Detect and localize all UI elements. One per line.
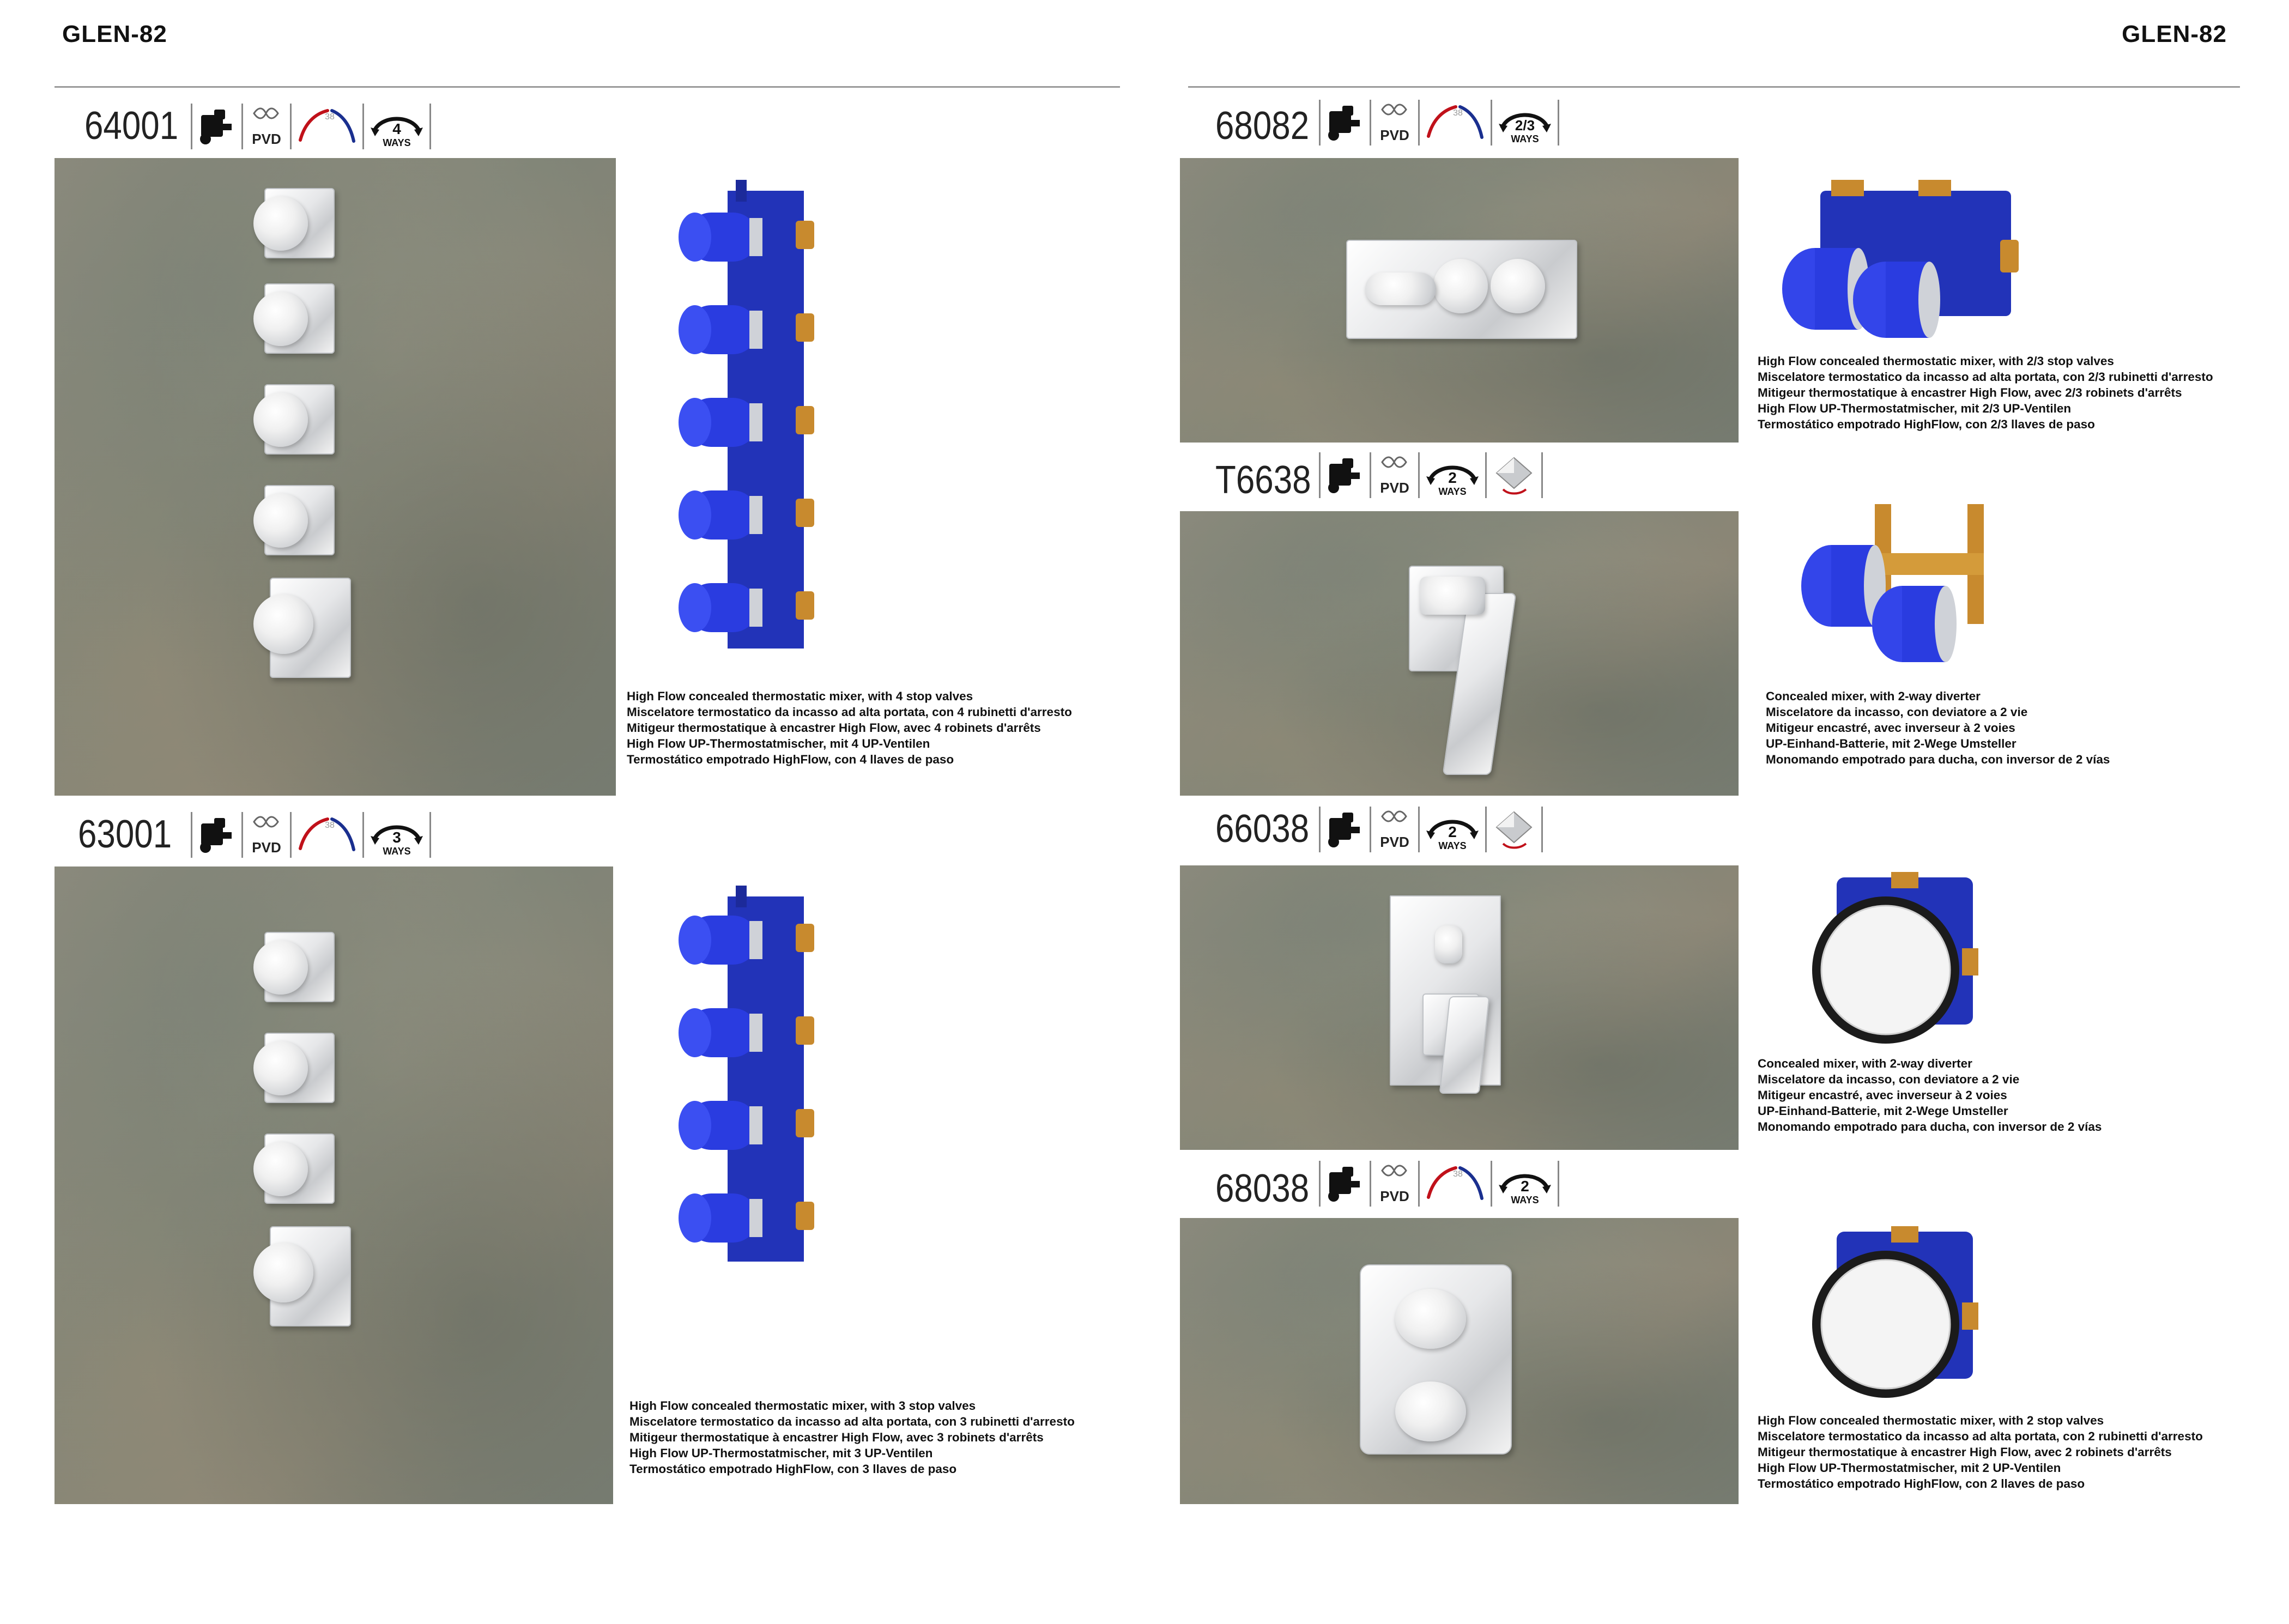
product-icon-bar (1319, 1161, 1559, 1207)
product-code: 66038 (1215, 807, 1310, 851)
product-photo-installed (1180, 511, 1739, 796)
concealed-mixer-icon (191, 812, 243, 858)
svg-text:WAYS: WAYS (1511, 134, 1539, 143)
svg-text:WAYS: WAYS (1438, 840, 1467, 850)
pvd-finish-icon (1371, 452, 1420, 498)
ways-icon (1492, 1161, 1559, 1207)
svg-text:38: 38 (325, 821, 335, 830)
ways-icon (364, 104, 431, 149)
concealed-body-image (673, 180, 837, 659)
header-rule-left (55, 86, 1120, 88)
svg-text:2: 2 (1521, 1178, 1529, 1195)
product-photo-installed (1180, 158, 1739, 443)
concealed-body-image (673, 886, 837, 1272)
thermostatic-38-icon (1420, 1161, 1492, 1207)
page-header-left: GLEN-82 (62, 21, 167, 47)
ways-icon (1492, 100, 1559, 146)
product-icon-bar (1319, 452, 1543, 498)
svg-text:PVD: PVD (252, 131, 281, 147)
svg-text:PVD: PVD (1380, 834, 1409, 850)
svg-text:PVD: PVD (1380, 127, 1409, 143)
product-photo-installed (55, 866, 613, 1504)
product-icon-bar (1319, 807, 1543, 852)
product-description: High Flow concealed thermostatic mixer, with 2/3 stop valves Miscelatore termostatico da incasso ad alta portata, con 2/3 rubinetti d'arresto Mitigeur thermostatique à encastrer High Flow, avec 2/3 robinets d'arrêts High Flow UP-Thermostatmischer, mit 2/3 UP-Ventilen Termostático empotrado HighFlow, con 2/3 llaves de paso (1758, 354, 2213, 431)
product-code: 68082 (1215, 104, 1310, 148)
product-photo-installed (55, 158, 616, 796)
product-description: Concealed mixer, with 2-way diverter Miscelatore da incasso, con deviatore a 2 vie Mitigeur encastré, avec inverseur à 2 voies UP-Einhand-Batterie, mit 2-Wege Umsteller Monomando empotrado para ducha, con inversor de 2 vías (1758, 1057, 2102, 1134)
concealed-mixer-icon (191, 104, 243, 149)
header-rule-right (1188, 86, 2240, 88)
thermostatic-38-icon (292, 812, 364, 858)
product-code: 64001 (84, 104, 179, 148)
product-photo-installed (1180, 865, 1739, 1150)
svg-text:2/3: 2/3 (1515, 117, 1535, 134)
product-icon-bar (1319, 100, 1559, 146)
svg-text:38: 38 (325, 112, 335, 122)
page-header-right: GLEN-82 (2122, 21, 2227, 47)
thermostatic-38-icon (1420, 100, 1492, 146)
concealed-mixer-icon (1319, 1161, 1371, 1207)
svg-text:PVD: PVD (252, 839, 281, 856)
pvd-finish-icon (1371, 807, 1420, 852)
concealed-body-image (1804, 1226, 1978, 1411)
svg-text:2: 2 (1448, 823, 1457, 840)
pvd-finish-icon (1371, 1161, 1420, 1207)
product-description: High Flow concealed thermostatic mixer, with 3 stop valves Miscelatore termostatico da incasso ad alta portata, con 3 rubinetti d'arresto Mitigeur thermostatique à encastrer High Flow, avec 3 robinets d'arrêts High Flow UP-Thermostatmischer, mit 3 UP-Ventilen Termostático empotrado HighFlow, con 3 llaves de paso (629, 1399, 1075, 1476)
product-code: T6638 (1215, 458, 1311, 502)
product-code: 68038 (1215, 1167, 1310, 1210)
svg-text:PVD: PVD (1380, 1188, 1409, 1204)
pvd-finish-icon (243, 812, 292, 858)
svg-text:PVD: PVD (1380, 480, 1409, 496)
product-icon-bar (191, 104, 431, 149)
ways-icon (1420, 807, 1487, 852)
pvd-finish-icon (243, 104, 292, 149)
concealed-mixer-icon (1319, 452, 1371, 498)
svg-text:38: 38 (1453, 1169, 1463, 1179)
ways-icon (1420, 452, 1487, 498)
svg-text:3: 3 (392, 829, 401, 846)
product-description: High Flow concealed thermostatic mixer, with 2 stop valves Miscelatore termostatico da incasso ad alta portata, con 2 rubinetti d'arresto Mitigeur thermostatique à encastrer High Flow, avec 2 robinets d'arrêts High Flow UP-Thermostatmischer, mit 2 UP-Ventilen Termostático empotrado HighFlow, con 2 llaves de paso (1758, 1414, 2203, 1490)
thermostatic-38-icon (292, 104, 364, 149)
product-code: 63001 (78, 813, 172, 856)
svg-text:2: 2 (1448, 469, 1457, 486)
product-description: Concealed mixer, with 2-way diverter Miscelatore da incasso, con deviatore a 2 vie Mitigeur encastré, avec inverseur à 2 voies UP-Einhand-Batterie, mit 2-Wege Umsteller Monomando empotrado para ducha, con inversor de 2 vías (1766, 689, 2110, 766)
svg-text:4: 4 (392, 120, 401, 137)
concealed-body-image (1782, 180, 2022, 338)
ways-icon (364, 812, 431, 858)
diverter-icon (1487, 452, 1543, 498)
concealed-mixer-icon (1319, 807, 1371, 852)
pvd-finish-icon (1371, 100, 1420, 146)
svg-text:WAYS: WAYS (1438, 486, 1467, 496)
product-icon-bar (191, 812, 431, 858)
product-description: High Flow concealed thermostatic mixer, with 4 stop valves Miscelatore termostatico da incasso ad alta portata, con 4 rubinetti d'arresto Mitigeur thermostatique à encastrer High Flow, avec 4 robinets d'arrêts High Flow UP-Thermostatmischer, mit 4 UP-Ventilen Termostático empotrado HighFlow, con 4 llaves de paso (627, 689, 1072, 766)
svg-text:WAYS: WAYS (383, 137, 411, 147)
concealed-mixer-icon (1319, 100, 1371, 146)
svg-text:WAYS: WAYS (383, 846, 411, 856)
svg-text:38: 38 (1453, 108, 1463, 118)
concealed-body-image (1804, 872, 1978, 1057)
diverter-icon (1487, 807, 1543, 852)
concealed-body-image (1799, 504, 2011, 668)
product-photo-installed (1180, 1218, 1739, 1504)
svg-text:WAYS: WAYS (1511, 1195, 1539, 1204)
